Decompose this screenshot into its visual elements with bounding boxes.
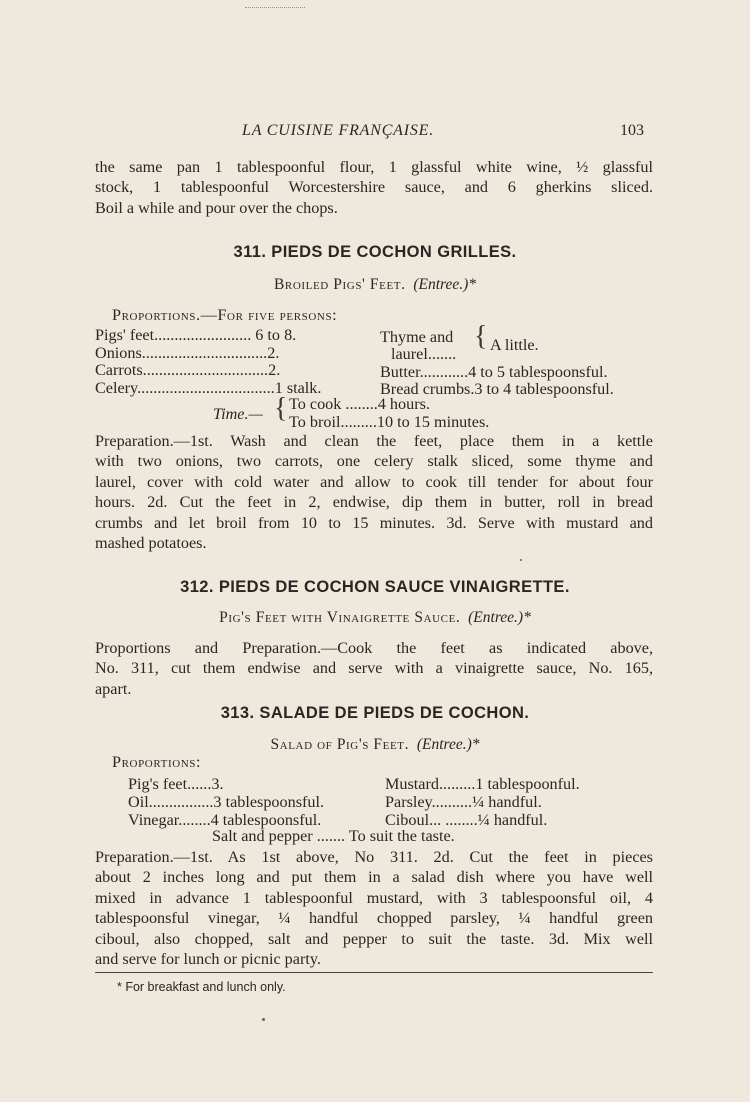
- recipe-313-title: 313. SALADE DE PIEDS DE COCHON.: [220, 704, 530, 722]
- recipe-313-right-ingredients: [385, 775, 580, 829]
- subtitle-text: Salad of Pig's Feet.: [270, 736, 410, 753]
- ingredient: Celery..................................1 stalk.: [95, 378, 322, 397]
- recipe-313-left-ingredients: [128, 775, 324, 829]
- ingredient: Pigs' feet........................ 6 to 8.: [95, 326, 297, 344]
- salt-and-pepper-line: Salt and pepper ....... To suit the taste.: [212, 827, 455, 845]
- subtitle-text: Broiled Pigs' Feet.: [273, 276, 406, 293]
- curly-brace-icon: {: [474, 321, 488, 352]
- text-line: Boil a while and pour over the chops.: [95, 198, 338, 217]
- page-speck: [262, 1018, 265, 1021]
- text-line: tablespoonsful vinegar, ¼ handful chopped parsley, ¼ handful green: [95, 909, 653, 928]
- bread-crumbs-ingredient: Bread crumbs.3 to 4 tablespoonsful.: [380, 380, 614, 398]
- recipe-312-subtitle: [0, 609, 750, 627]
- time-item: To cook ........4 hours.: [289, 395, 430, 413]
- recipe-313-proportions-heading: Proportions:: [112, 753, 202, 771]
- text-line: stock, 1 tablespoonful Worcestershire sauce, and 6 gherkins sliced.: [95, 178, 653, 197]
- text-line: laurel, cover with cold water and allow to cook till tender for about four: [95, 472, 653, 491]
- time-list: [289, 396, 489, 431]
- entree-note: (Entree.)*: [468, 609, 531, 626]
- text-line: with two onions, two carrots, one celery stalk sliced, some thyme and: [95, 452, 653, 471]
- ingredient: Vinegar........4 tablespoonsful.: [128, 811, 322, 829]
- text-line: mixed in advance 1 tablespoonful mustard, with 3 tablespoonsful oil, 4: [95, 888, 653, 907]
- ingredient: Parsley..........¼ handful.: [385, 793, 542, 811]
- ingredient: Ciboul... ........¼ handful.: [385, 811, 548, 829]
- text-line: crumbs and let broil from 10 to 15 minutes. 3d. Serve with mustard and: [95, 513, 653, 532]
- top-edge-marks: [245, 7, 305, 9]
- text-line: Preparation.—1st. Wash and clean the feet, place them in a kettle: [95, 432, 653, 450]
- ingredient: Pig's feet......3.: [128, 775, 224, 793]
- text-line: mashed potatoes.: [95, 533, 207, 552]
- page-speck: [520, 559, 522, 561]
- recipe-311-preparation: [95, 431, 653, 553]
- ingredient: Oil................3 tablespoonsful.: [128, 793, 325, 811]
- ingredient: Onions...............................2.: [95, 343, 280, 362]
- text-line: No. 311, cut them endwise and serve with a vinaigrette sauce, No. 165,: [95, 659, 653, 678]
- text-line: apart.: [95, 679, 132, 698]
- recipe-312-title: 312. PIEDS DE COCHON SAUCE VINAIGRETTE.: [180, 578, 570, 596]
- text-line: Proportions and Preparation.—Cook the feet as indicated above,: [95, 639, 653, 657]
- entree-note: (Entree.)*: [416, 736, 480, 753]
- time-label: Time.—: [213, 405, 263, 423]
- recipe-311-title: 311. PIEDS DE COCHON GRILLES.: [233, 243, 517, 261]
- recipe-313-preparation: [95, 847, 653, 969]
- recipe-311-subtitle: [0, 276, 750, 294]
- laurel-ingredient: laurel.......: [391, 345, 457, 363]
- a-little-note: A little.: [490, 336, 539, 354]
- text-line: hours. 2d. Cut the feet in 2, endwise, dip them in butter, roll in bread: [95, 493, 653, 512]
- text-line: about 2 inches long and put them in a salad dish where you have well: [95, 868, 653, 887]
- time-item: To broil.........10 to 15 minutes.: [289, 412, 490, 431]
- text-line: and serve for lunch or picnic party.: [95, 949, 321, 968]
- page-number: 103: [620, 122, 644, 139]
- entree-note: (Entree.)*: [413, 276, 477, 293]
- butter-ingredient: Butter............4 to 5 tablespoonsful.: [380, 363, 608, 381]
- footnote-rule: [95, 972, 653, 973]
- recipe-311-proportions-heading: Proportions.—For five persons:: [112, 306, 338, 324]
- footnote: * For breakfast and lunch only.: [117, 980, 286, 994]
- intro-paragraph: [95, 157, 653, 218]
- thyme-ingredient: Thyme and: [380, 328, 454, 346]
- subtitle-text: Pig's Feet with Vinaigrette Sauce.: [219, 609, 461, 626]
- curly-brace-icon: {: [274, 393, 288, 424]
- recipe-312-body: [95, 638, 653, 699]
- text-line: the same pan 1 tablespoonful flour, 1 glassful white wine, ½ glassful: [95, 158, 653, 176]
- running-title: LA CUISINE FRANÇAISE.: [242, 122, 435, 139]
- ingredient: Mustard.........1 tablespoonful.: [385, 775, 580, 793]
- ingredient: Carrots...............................2.: [95, 361, 281, 379]
- recipe-311-left-ingredients: [95, 327, 321, 397]
- text-line: ciboul, also chopped, salt and pepper to suit the taste. 3d. Mix well: [95, 929, 653, 948]
- text-line: Preparation.—1st. As 1st above, No 311. 2d. Cut the feet in pieces: [95, 848, 653, 866]
